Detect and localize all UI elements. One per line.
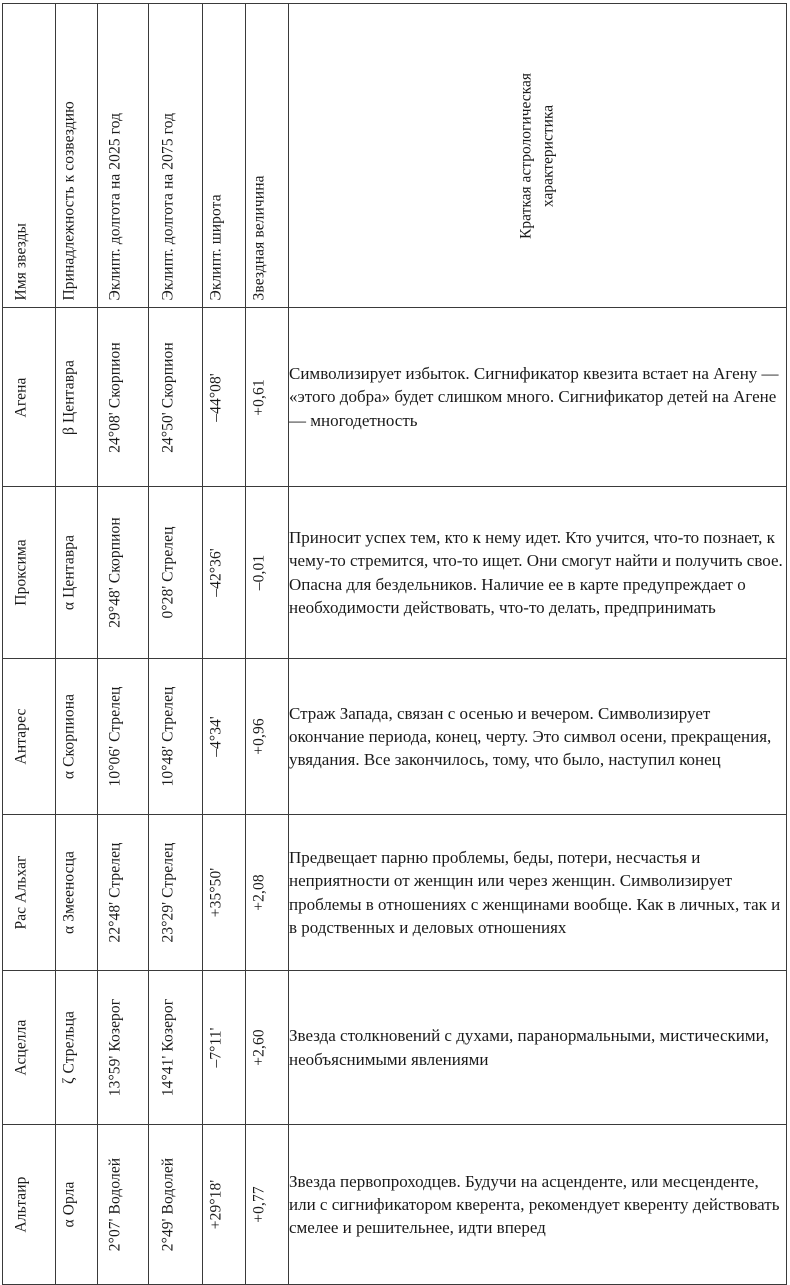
cell-longitude-2025 — [98, 1125, 149, 1285]
cell-constellation — [56, 815, 98, 971]
value-longitude-2025: 24°08' Скорпион — [106, 341, 124, 453]
cell-longitude-2025 — [98, 659, 149, 815]
cell-magnitude — [246, 1125, 289, 1285]
value-description: Звезда первопроходцев. Будучи на асценденте, или месценденте, или с сигнификатором кверента, рекомендует кверенту действовать смелее и решительнее, идти вперед — [289, 1171, 780, 1238]
vertical-cell — [98, 659, 148, 814]
cell-star-name — [3, 971, 56, 1125]
value-constellation: α Центавра — [60, 534, 77, 611]
value-star-name: Антарес — [12, 708, 30, 765]
vertical-cell — [149, 487, 202, 658]
vertical-cell — [149, 308, 202, 486]
cell-constellation — [56, 659, 98, 815]
header-label-description — [515, 73, 560, 239]
value-longitude-2075: 10°48' Стрелец — [159, 686, 176, 787]
value-description: Символизирует избыток. Сигнификатор квезита встает на Агену — «этого добра» будет слишком много. Сигнификатор детей на Агене — многодетность — [289, 364, 779, 430]
value-constellation: ζ Стрельца — [60, 1011, 77, 1084]
vertical-cell — [3, 308, 55, 486]
cell-longitude-2075 — [149, 815, 203, 971]
cell-latitude — [203, 659, 246, 815]
vertical-cell — [149, 815, 202, 970]
value-latitude: +29°18' — [207, 1179, 225, 1230]
value-latitude: –44°08' — [207, 372, 225, 422]
header-label-longitude-2075: Эклипт. долгота на 2075 год — [159, 112, 176, 300]
cell-longitude-2075 — [149, 487, 203, 659]
fixed-stars-table — [2, 3, 787, 1285]
value-description: Приносит успех тем, кто к нему идет. Кто учится, что-то познает, к чему-то стремится, что-то ищет. Они смогут найти и получить свое. Опасна для бездельников. Наличие ее в карте предупреждает о необходимости действовать, что-то делать, предпринимать — [289, 528, 783, 617]
cell-longitude-2075 — [149, 308, 203, 487]
vertical-cell — [3, 4, 55, 307]
vertical-cell — [98, 971, 148, 1124]
cell-magnitude — [246, 971, 289, 1125]
header-label-description-line2: характеристика — [539, 104, 557, 207]
vertical-cell — [56, 4, 97, 307]
vertical-cell — [98, 308, 148, 486]
cell-magnitude — [246, 308, 289, 487]
value-constellation: α Скорпиона — [60, 693, 77, 780]
value-description: Звезда столкновений с духами, паранормальными, мистическими, необъяснимыми явлениями — [289, 1026, 769, 1069]
vertical-cell — [56, 971, 97, 1124]
value-longitude-2075: 0°28' Стрелец — [159, 526, 176, 619]
cell-longitude-2075 — [149, 659, 203, 815]
value-magnitude: +2,08 — [250, 874, 268, 911]
vertical-cell — [3, 1125, 55, 1284]
value-constellation: α Орла — [60, 1181, 77, 1228]
header-label-constellation: Принадлежность к созвездию — [60, 100, 77, 300]
vertical-cell — [149, 659, 202, 814]
cell-longitude-2075 — [149, 971, 203, 1125]
vertical-cell — [246, 815, 288, 970]
cell-description — [289, 1125, 787, 1285]
vertical-cell — [203, 971, 245, 1124]
header-cell-constellation — [56, 4, 98, 308]
cell-longitude-2025 — [98, 308, 149, 487]
table-header-row — [3, 4, 787, 308]
value-magnitude: +0,61 — [250, 378, 268, 416]
cell-longitude-2025 — [98, 815, 149, 971]
table-row — [3, 308, 787, 487]
cell-description — [289, 659, 787, 815]
vertical-cell — [3, 815, 55, 970]
cell-latitude — [203, 971, 246, 1125]
vertical-cell — [246, 4, 288, 307]
cell-magnitude — [246, 815, 289, 971]
vertical-cell — [203, 1125, 245, 1284]
value-star-name: Рас Альхаг — [12, 855, 30, 930]
header-cell-longitude-2075 — [149, 4, 203, 308]
vertical-cell — [203, 4, 245, 307]
cell-description — [289, 971, 787, 1125]
cell-constellation — [56, 971, 98, 1125]
cell-latitude — [203, 1125, 246, 1285]
value-longitude-2075: 24°50' Скорпион — [159, 341, 176, 453]
table-row — [3, 487, 787, 659]
vertical-cell — [149, 1125, 202, 1284]
vertical-cell — [246, 1125, 288, 1284]
cell-star-name — [3, 308, 56, 487]
vertical-cell — [3, 659, 55, 814]
cell-magnitude — [246, 659, 289, 815]
header-cell-magnitude — [246, 4, 289, 308]
table-row — [3, 659, 787, 815]
cell-longitude-2025 — [98, 487, 149, 659]
cell-constellation — [56, 487, 98, 659]
vertical-cell — [149, 4, 202, 307]
cell-star-name — [3, 1125, 56, 1285]
vertical-cell — [149, 971, 202, 1124]
vertical-cell — [246, 971, 288, 1124]
vertical-cell — [98, 487, 148, 658]
cell-description — [289, 308, 787, 487]
header-cell-latitude — [203, 4, 246, 308]
vertical-cell — [246, 659, 288, 814]
header-cell-description — [289, 4, 787, 308]
cell-latitude — [203, 308, 246, 487]
cell-constellation — [56, 308, 98, 487]
value-longitude-2025: 13°59' Козерог — [106, 998, 124, 1097]
cell-latitude — [203, 815, 246, 971]
cell-constellation — [56, 1125, 98, 1285]
value-longitude-2075: 14°41' Козерог — [159, 998, 176, 1097]
value-magnitude: +0,77 — [250, 1186, 268, 1223]
header-label-magnitude: Звездная величина — [250, 174, 268, 300]
value-description: Страж Запада, связан с осенью и вечером. Символизирует окончание периода, конец, черту. Это символ осени, прекращения, увядания. Все закончилось, тому, что было, наступил конец — [289, 703, 772, 770]
vertical-cell — [3, 971, 55, 1124]
value-latitude: –42°36' — [207, 548, 225, 597]
header-label-description-line1: Краткая астрологическая — [517, 72, 535, 239]
cell-star-name — [3, 659, 56, 815]
table-row — [3, 1125, 787, 1285]
value-latitude: –4°34' — [207, 716, 225, 757]
vertical-cell — [56, 815, 97, 970]
value-longitude-2025: 22°48' Стрелец — [106, 842, 124, 943]
vertical-cell — [56, 308, 97, 486]
value-star-name: Альтаир — [12, 1176, 30, 1233]
value-star-name: Агена — [12, 377, 30, 417]
table-row — [3, 971, 787, 1125]
value-magnitude: +0,96 — [250, 718, 268, 755]
cell-star-name — [3, 815, 56, 971]
header-cell-longitude-2025 — [98, 4, 149, 308]
vertical-cell — [246, 308, 288, 486]
vertical-cell — [203, 815, 245, 970]
value-longitude-2025: 29°48' Скорпион — [106, 517, 124, 628]
vertical-cell — [56, 659, 97, 814]
cell-description — [289, 487, 787, 659]
vertical-cell — [3, 487, 55, 658]
value-star-name: Проксима — [12, 539, 30, 606]
header-label-star-name: Имя звезды — [12, 222, 30, 300]
cell-description — [289, 815, 787, 971]
vertical-cell — [56, 1125, 97, 1284]
cell-longitude-2025 — [98, 971, 149, 1125]
value-constellation: β Центавра — [60, 359, 77, 435]
cell-latitude — [203, 487, 246, 659]
vertical-cell — [98, 1125, 148, 1284]
header-label-longitude-2025: Эклипт. долгота на 2025 год — [106, 112, 124, 300]
vertical-cell — [203, 308, 245, 486]
vertical-cell — [203, 659, 245, 814]
value-constellation: α Змееносца — [60, 851, 77, 934]
value-latitude: –7°11' — [207, 1027, 225, 1068]
table-row — [3, 815, 787, 971]
header-label-latitude: Эклипт. широта — [207, 193, 225, 300]
cell-magnitude — [246, 487, 289, 659]
vertical-cell — [98, 4, 148, 307]
value-magnitude: +2,60 — [250, 1029, 268, 1066]
value-description: Предвещает парню проблемы, беды, потери, несчастья и неприятности от женщин или через женщин. Символизирует проблемы в отношениях с женщинами вообще. Как в личных, так и в родственных и деловых отношениях — [289, 848, 781, 937]
vertical-cell — [203, 487, 245, 658]
cell-star-name — [3, 487, 56, 659]
value-longitude-2075: 23°29' Стрелец — [159, 842, 176, 943]
value-longitude-2025: 10°06' Стрелец — [106, 686, 124, 787]
value-longitude-2025: 2°07' Водолей — [106, 1157, 124, 1252]
value-longitude-2075: 2°49' Водолей — [159, 1157, 176, 1252]
vertical-cell — [56, 487, 97, 658]
vertical-cell — [246, 487, 288, 658]
value-star-name: Асцелла — [12, 1019, 30, 1076]
cell-longitude-2075 — [149, 1125, 203, 1285]
value-latitude: +35°50' — [207, 867, 225, 918]
value-magnitude: –0,01 — [250, 554, 268, 591]
vertical-cell — [98, 815, 148, 970]
vertical-cell — [289, 4, 786, 307]
header-cell-star-name — [3, 4, 56, 308]
